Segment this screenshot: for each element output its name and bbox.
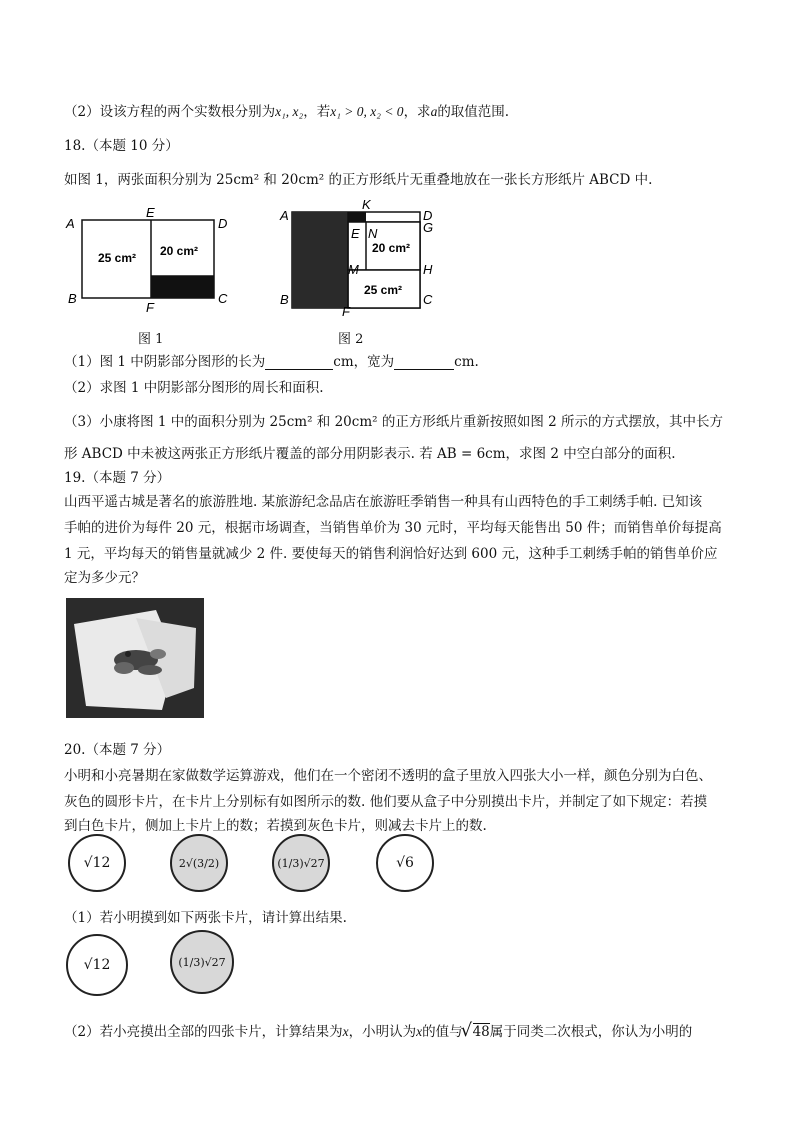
fig1-big-area: 25 cm² — [98, 251, 137, 265]
roots-condition: x₁ > 0, x₂ < 0 — [330, 104, 404, 119]
figure-2 — [278, 198, 448, 318]
sqrt-48: √ 48 — [463, 1024, 490, 1040]
selected-card-sqrt12[interactable]: √12 — [66, 934, 128, 996]
fig2-label-B: B — [280, 292, 289, 307]
fig2-small-area: 20 cm² — [372, 241, 411, 255]
q20-header: 20.（本题 7 分） — [64, 742, 171, 758]
q18-part2: （2）求图 1 中阴影部分图形的周长和面积. — [64, 380, 324, 396]
length-blank[interactable] — [265, 355, 333, 370]
q18-part3-line2: 形 ABCD 中未被这两张正方形纸片覆盖的部分用阴影表示. 若 AB = 6cm，求图 2 中空白部分的面积. — [64, 446, 676, 462]
fig1-label-A: A — [66, 216, 75, 231]
q20-line2: 灰色的圆形卡片，在卡片上分别标有如图所示的数. 他们要从盒子中分别摸出卡片，并制定了如下规定：若摸 — [64, 794, 708, 810]
card-third-sqrt27[interactable]: (1/3)√27 — [272, 834, 330, 892]
fig2-label-E: E — [351, 226, 360, 241]
fig2-label-K: K — [362, 198, 371, 212]
fig2-label-D: D — [423, 208, 433, 223]
fig2-caption: 图 2 — [338, 332, 364, 347]
q19-line4: 定为多少元？ — [64, 570, 145, 586]
q20-line1: 小明和小亮暑期在家做数学运算游戏，他们在一个密闭不透明的盒子里放入四张大小一样，颜色分别为白色、 — [64, 768, 712, 784]
fig2-label-M: M — [348, 262, 359, 277]
handkerchief-photo — [66, 598, 204, 718]
q18-intro: 如图 1，两张面积分别为 25cm² 和 20cm² 的正方形纸片无重叠地放在一张长方形纸片 ABCD 中. — [64, 172, 653, 188]
fig1-small-area: 20 cm² — [160, 244, 199, 258]
fig1-caption: 图 1 — [138, 332, 164, 347]
card-sqrt6[interactable]: √6 — [376, 834, 434, 892]
width-blank[interactable] — [394, 355, 454, 370]
fig1-label-E: E — [146, 206, 155, 220]
q19-line3: 1 元，平均每天的销售量就减少 2 件. 要使每天的销售利润恰好达到 600 元，这种手工刺绣手帕的销售单价应 — [64, 546, 718, 562]
fig2-big-area: 25 cm² — [364, 283, 403, 297]
q19-header: 19.（本题 7 分） — [64, 470, 171, 486]
card-2sqrt3over2[interactable]: 2√(3/2) — [170, 834, 228, 892]
fig2-top-shaded — [348, 212, 366, 222]
q17-part2: （2）设该方程的两个实数根分别为x₁, x₂，若x₁ > 0, x₂ < 0，求a的取值范围. — [64, 104, 510, 120]
fig1-shaded-region — [151, 276, 214, 298]
q18-part3-line1: （3）小康将图 1 中的面积分别为 25cm² 和 20cm² 的正方形纸片重新按照如图 2 所示的方式摆放，其中长方 — [64, 414, 724, 430]
selected-card-third-sqrt27[interactable]: (1/3)√27 — [170, 930, 234, 994]
fig2-label-F: F — [342, 304, 350, 318]
q18-header: 18.（本题 10 分） — [64, 138, 179, 154]
card-sqrt12[interactable]: √12 — [68, 834, 126, 892]
q19-line1: 山西平遥古城是著名的旅游胜地. 某旅游纪念品店在旅游旺季销售一种具有山西特色的手工刺绣手帕. 已知该 — [64, 494, 703, 510]
fig2-label-C: C — [423, 292, 433, 307]
q20-part2: （2）若小亮摸出全部的四张卡片，计算结果为x，小明认为x的值与√ 48属于同类二次根式，你认为小明的 — [64, 1020, 692, 1040]
fig2-label-N: N — [368, 226, 378, 241]
fig1-label-C: C — [218, 291, 228, 306]
figure-1 — [64, 206, 234, 316]
fig2-label-H: H — [423, 262, 433, 277]
q20-part1: （1）若小明摸到如下两张卡片，请计算出结果. — [64, 910, 347, 926]
fig2-label-A: A — [280, 208, 289, 223]
fig1-label-F: F — [146, 300, 154, 315]
q20-line3: 到白色卡片，侧加上卡片上的数；若摸到灰色卡片，则减去卡片上的数. — [64, 818, 487, 834]
q18-part1: （1）图 1 中阴影部分图形的长为 cm，宽为 cm. — [64, 354, 479, 370]
fig1-label-D: D — [218, 216, 228, 231]
fig2-left-shaded — [292, 212, 348, 308]
fig2-label-G: G — [423, 220, 434, 235]
fig1-label-B: B — [68, 291, 77, 306]
roots-vars: x₁, x₂ — [275, 104, 304, 119]
q19-line2: 手帕的进价为每件 20 元，根据市场调查，当销售单价为 30 元时，平均每天能售出 50 件；而销售单价每提高 — [64, 520, 722, 536]
